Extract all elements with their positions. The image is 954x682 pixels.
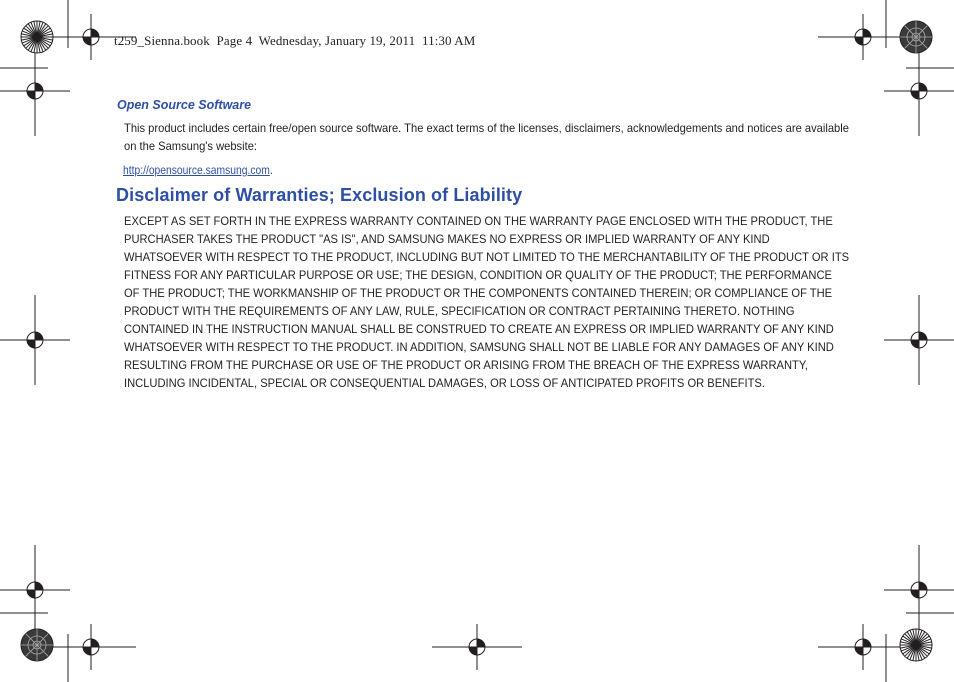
- link-suffix: .: [269, 163, 273, 177]
- open-source-paragraph: This product includes certain free/open source software. The exact terms of the licenses, disclaimers, acknowledgements and notices are available on the Samsung's website:: [124, 121, 849, 153]
- disclaimer-heading: Disclaimer of Warranties; Exclusion of Liability: [116, 185, 523, 205]
- opensource-link[interactable]: http://opensource.samsung.com: [123, 163, 270, 177]
- disclaimer-paragraph: EXCEPT AS SET FORTH IN THE EXPRESS WARRANTY CONTAINED ON THE WARRANTY PAGE ENCLOSED WITH THE PRODUCT, THE PURCHASER TAKES THE PRODUCT "AS IS", AND SAMSUNG MAKES NO EXPRESS OR IMPLIED WARRANTY OF ANY KIND WHATSOEVER WITH RESPECT TO THE PRODUCT, INCLUDING BUT NOT LIMITED TO THE MERCHANTABILITY OF THE PRODUCT OR ITS FITNESS FOR ANY PARTICULAR PURPOSE OR USE; THE DESIGN, CONDITION OR QUALITY OF THE PRODUCT; THE PERFORMANCE OF THE PRODUCT; THE WORKMANSHIP OF THE PRODUCT OR THE COMPONENTS CONTAINED THEREIN; OR COMPLIANCE OF THE PRODUCT WITH THE REQUIREMENTS OF ANY LAW, RULE, SPECIFICATION OR CONTRACT PERTAINING THERETO. NOTHING CONTAINED IN THE INSTRUCTION MANUAL SHALL BE CONSTRUED TO CREATE AN EXPRESS OR IMPLIED WARRANTY OF ANY KIND WHATSOEVER WITH RESPECT TO THE PRODUCT. IN ADDITION, SAMSUNG SHALL NOT BE LIABLE FOR ANY DAMAGES OF ANY KIND RESULTING FROM THE PURCHASE OR USE OF THE PRODUCT OR ARISING FROM THE BREACH OF THE EXPRESS WARRANTY, INCLUDING INCIDENTAL, SPECIAL OR CONSEQUENTIAL DAMAGES, OR LOSS OF ANTICIPATED PROFITS OR BENEFITS.: [124, 214, 850, 390]
- open-source-heading: Open Source Software: [117, 98, 252, 112]
- book-header: t259_Sienna.book Page 4 Wednesday, January 19, 2011 11:30 AM: [114, 33, 476, 48]
- open-source-link-line: [123, 161, 273, 179]
